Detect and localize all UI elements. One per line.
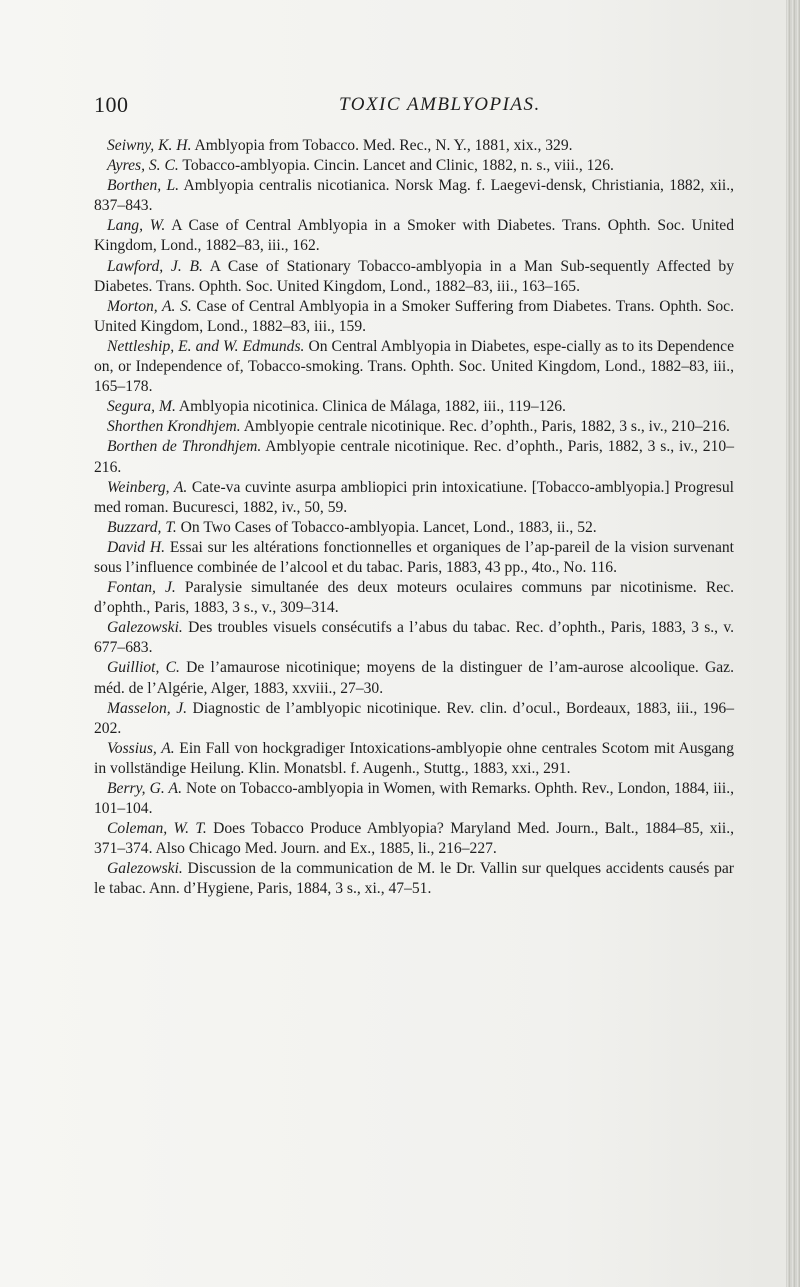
entry-citation: A Case of Stationary Tobacco-amblyopia in a Man Sub-sequently Affected by Diabetes. Trans. Ophth. Soc. United Kingdom, Lond., 1882–83, iii., 163–165. xyxy=(94,257,734,295)
entry-citation: A Case of Central Amblyopia in a Smoker with Diabetes. Trans. Ophth. Soc. United Kingdom, Lond., 1882–83, iii., 162. xyxy=(94,217,734,255)
page-header xyxy=(94,92,734,122)
entry-citation: Paralysie simultanée des deux moteurs oculaires communs par nicotinisme. Rec. d’ophth., Paris, 1883, 3 s., v., 309–314. xyxy=(94,579,734,617)
bibliography-entry xyxy=(94,216,734,256)
bibliography-entry xyxy=(94,176,734,216)
bibliography-entry xyxy=(94,578,734,618)
entry-citation: On Two Cases of Tobacco-amblyopia. Lancet, Lond., 1883, ii., 52. xyxy=(176,518,597,536)
bibliography-entry xyxy=(94,819,734,859)
bibliography-entry xyxy=(94,156,734,176)
entry-citation: Des troubles visuels consécutifs a l’abus du tabac. Rec. d’ophth., Paris, 1883, 3 s., v. 677–683. xyxy=(94,619,734,657)
entry-citation: Ein Fall von hockgradiger Intoxications-amblyopie ohne centrales Scotom mit Ausgang in vollständige Heilung. Klin. Monatsbl. f. Augenh., Stuttg., 1883, xxi., 291. xyxy=(94,739,734,777)
entry-author: Vossius, A. xyxy=(107,739,175,757)
entry-citation: Case of Central Amblyopia in a Smoker Suffering from Diabetes. Trans. Ophth. Soc. United Kingdom, Lond., 1882–83, iii., 159. xyxy=(94,297,734,335)
entry-author: Borthen, L. xyxy=(107,177,180,195)
entry-author: Lang, W. xyxy=(107,217,166,235)
entry-citation: De l’amaurose nicotinique; moyens de la distinguer de l’am-aurose alcoolique. Gaz. méd. de l’Algérie, Alger, 1883, xxviii., 27–30. xyxy=(94,659,734,697)
bibliography-entry xyxy=(94,518,734,538)
entry-author: Masselon, J. xyxy=(107,699,188,717)
entry-author: Shorthen Krondhjem. xyxy=(107,418,241,436)
bibliography-list xyxy=(94,136,734,900)
page-number: 100 xyxy=(94,92,129,117)
entry-author: Segura, M. xyxy=(107,398,176,416)
entry-author: Buzzard, T. xyxy=(107,518,177,536)
entry-citation: Amblyopia from Tobacco. Med. Rec., N. Y., 1881, xix., 329. xyxy=(191,137,573,154)
bibliography-entry xyxy=(94,739,734,779)
entry-citation: Discussion de la communication de M. le Dr. Vallin sur quelques accidents causés par le tabac. Ann. d’Hygiene, Paris, 1884, 3 s., xi., 47–51. xyxy=(94,860,734,898)
bibliography-entry xyxy=(94,257,734,297)
entry-author: Galezowski. xyxy=(107,860,183,878)
bibliography-entry xyxy=(94,538,734,578)
entry-author: Borthen de Throndhjem. xyxy=(107,438,262,456)
bibliography-entry xyxy=(94,136,734,156)
bibliography-entry xyxy=(94,437,734,477)
entry-author: Lawford, J. B. xyxy=(107,257,203,275)
entry-author: Ayres, S. C. xyxy=(107,157,179,175)
bibliography-entry xyxy=(94,779,734,819)
bibliography-entry xyxy=(94,478,734,518)
bibliography-entry xyxy=(94,297,734,337)
entry-author: Nettleship, E. and W. Edmunds. xyxy=(107,337,305,355)
entry-author: Morton, A. S. xyxy=(107,297,192,315)
bibliography-entry xyxy=(94,618,734,658)
bibliography-entry xyxy=(94,337,734,397)
entry-citation: Tobacco-amblyopia. Cincin. Lancet and Clinic, 1882, n. s., viii., 126. xyxy=(178,157,614,175)
page-edge-shadow xyxy=(786,0,800,1287)
entry-author: Seiwny, K. H. xyxy=(107,137,192,154)
entry-author: Fontan, J. xyxy=(107,579,176,597)
bibliography-entry xyxy=(94,658,734,698)
entry-citation: Note on Tobacco-amblyopia in Women, with Remarks. Ophth. Rev., London, 1884, iii., 101–104. xyxy=(94,780,734,818)
entry-author: Galezowski. xyxy=(107,619,183,637)
entry-author: Berry, G. A. xyxy=(107,780,182,797)
bibliography-entry xyxy=(94,397,734,417)
entry-citation: Does Tobacco Produce Amblyopia? Maryland Med. Journ., Balt., 1884–85, xii., 371–374. Also Chicago Med. Journ. and Ex., 1885, li., 216–227. xyxy=(94,820,734,858)
entry-citation: Amblyopie centrale nicotinique. Rec. d’ophth., Paris, 1882, 3 s., iv., 210–216. xyxy=(94,438,734,476)
entry-author: Coleman, W. T. xyxy=(107,820,207,838)
entry-author: David H. xyxy=(107,538,166,556)
entry-citation: Diagnostic de l’amblyopic nicotinique. Rev. clin. d’ocul., Bordeaux, 1883, iii., 196–202. xyxy=(94,699,734,737)
entry-citation: Amblyopia nicotinica. Clinica de Málaga, 1882, iii., 119–126. xyxy=(175,398,566,416)
entry-author: Guilliot, C. xyxy=(107,659,180,677)
entry-author: Weinberg, A. xyxy=(107,478,188,496)
bibliography-entry xyxy=(94,699,734,739)
entry-citation: Cate-va cuvinte asurpa ambliopici prin intoxicatiune. [Tobacco-amblyopia.] Progresul med roman. Bucuresci, 1882, iv., 50, 59. xyxy=(94,478,734,516)
entry-citation: Essai sur les altérations fonctionnelles et organiques de l’ap-pareil de la vision survenant sous l’influence combinée de l’alcool et du tabac. Paris, 1883, 43 pp., 4to., No. 116. xyxy=(94,538,735,576)
running-title: TOXIC AMBLYOPIAS. xyxy=(339,94,541,115)
bibliography-entry xyxy=(94,859,734,899)
bibliography-entry xyxy=(94,417,734,437)
entry-citation: Amblyopie centrale nicotinique. Rec. d’ophth., Paris, 1882, 3 s., iv., 210–216. xyxy=(240,418,730,436)
entry-citation: On Central Amblyopia in Diabetes, espe-cially as to its Dependence on, or Independence of, Tobacco-smoking. Trans. Ophth. Soc. United Kingdom, Lond., 1882–83, iii., 165–178. xyxy=(94,337,734,396)
entry-citation: Amblyopia centralis nicotianica. Norsk Mag. f. Laegevi-densk, Christiania, 1882, xii., 837–843. xyxy=(94,177,734,215)
